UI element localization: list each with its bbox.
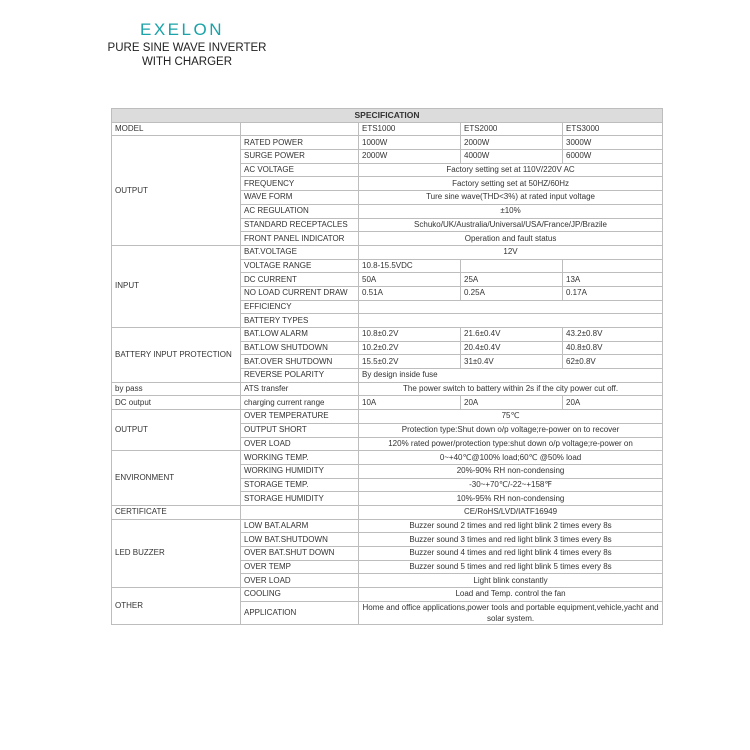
row-label: OVER TEMPERATURE	[241, 410, 359, 424]
row-label: WAVE FORM	[241, 191, 359, 205]
row-label	[241, 122, 359, 136]
cell-value: Factory setting set at 110V/220V AC	[359, 163, 663, 177]
cell-value: 0.17A	[563, 286, 663, 300]
cell-value: Load and Temp. control the fan	[359, 588, 663, 602]
cell-value: 43.2±0.8V	[563, 328, 663, 342]
brand-logo: EXELON	[140, 20, 224, 39]
row-label: COOLING	[241, 588, 359, 602]
row-label: LOW BAT.ALARM	[241, 519, 359, 533]
table-row	[112, 410, 663, 424]
specification-table	[111, 108, 663, 625]
cell-value: 20%-90% RH non-condensing	[359, 464, 663, 478]
cell-value: 40.8±0.8V	[563, 341, 663, 355]
row-label: AC VOLTAGE	[241, 163, 359, 177]
product-title-line2: WITH CHARGER	[141, 56, 233, 68]
cell-value: 31±0.4V	[461, 355, 563, 369]
row-category: ENVIRONMENT	[112, 451, 241, 506]
row-label: RATED POWER	[241, 136, 359, 150]
cell-value: ETS2000	[461, 122, 563, 136]
row-label: BAT.LOW ALARM	[241, 328, 359, 342]
product-title-line1: PURE SINE WAVE INVERTER	[107, 42, 267, 54]
row-label: EFFICIENCY	[241, 300, 359, 314]
row-label: BAT.VOLTAGE	[241, 245, 359, 259]
cell-value: Light blink constantly	[359, 574, 663, 588]
table-title: SPECIFICATION	[112, 109, 663, 123]
cell-value: 1000W	[359, 136, 461, 150]
cell-empty	[359, 300, 663, 314]
cell-value: -30~+70℃/-22~+158℉	[359, 478, 663, 492]
row-label: FREQUENCY	[241, 177, 359, 191]
cell-value: ETS1000	[359, 122, 461, 136]
cell-value: 10%-95% RH non-condensing	[359, 492, 663, 506]
cell-value: 2000W	[359, 150, 461, 164]
cell-value: Buzzer sound 4 times and red light blink 4 times every 8s	[359, 547, 663, 561]
cell-value: 20.4±0.4V	[461, 341, 563, 355]
row-label: OVER LOAD	[241, 574, 359, 588]
cell-empty	[359, 314, 663, 328]
table-row	[112, 122, 663, 136]
row-label: DC CURRENT	[241, 273, 359, 287]
row-category: INPUT	[112, 245, 241, 327]
cell-value: 20A	[461, 396, 563, 410]
cell-empty	[563, 259, 663, 273]
table-row	[112, 396, 663, 410]
row-label: BATTERY TYPES	[241, 314, 359, 328]
row-label: REVERSE POLARITY	[241, 369, 359, 383]
cell-value: Schuko/UK/Australia/Universal/USA/France/JP/Brazile	[359, 218, 663, 232]
cell-empty	[461, 259, 563, 273]
table-row	[112, 519, 663, 533]
cell-value: Home and office applications,power tools and portable equipment,vehicle,yacht and solar system.	[359, 601, 663, 624]
row-label	[241, 505, 359, 519]
cell-value: ±10%	[359, 204, 663, 218]
cell-value: ETS3000	[563, 122, 663, 136]
row-label: STORAGE TEMP.	[241, 478, 359, 492]
cell-value: 4000W	[461, 150, 563, 164]
row-label: STORAGE HUMIDITY	[241, 492, 359, 506]
cell-value: 12V	[359, 245, 663, 259]
row-label: VOLTAGE RANGE	[241, 259, 359, 273]
cell-value: 21.6±0.4V	[461, 328, 563, 342]
cell-value: Buzzer sound 2 times and red light blink 2 times every 8s	[359, 519, 663, 533]
row-category: CERTIFICATE	[112, 505, 241, 519]
row-category: MODEL	[112, 122, 241, 136]
row-label: SURGE POWER	[241, 150, 359, 164]
cell-value: 10.2±0.2V	[359, 341, 461, 355]
cell-value: Buzzer sound 5 times and red light blink 5 times every 8s	[359, 560, 663, 574]
cell-value: 50A	[359, 273, 461, 287]
row-label: charging current range	[241, 396, 359, 410]
cell-value: 2000W	[461, 136, 563, 150]
cell-value: Buzzer sound 3 times and red light blink 3 times every 8s	[359, 533, 663, 547]
table-row	[112, 588, 663, 602]
table-row	[112, 328, 663, 342]
cell-value: 0.51A	[359, 286, 461, 300]
cell-value: 25A	[461, 273, 563, 287]
cell-value: Ture sine wave(THD<3%) at rated input voltage	[359, 191, 663, 205]
row-label: STANDARD RECEPTACLES	[241, 218, 359, 232]
row-category: OUTPUT	[112, 136, 241, 246]
row-label: NO LOAD CURRENT DRAW	[241, 286, 359, 300]
cell-value: CE/RoHS/LVD/IATF16949	[359, 505, 663, 519]
row-category: DC output	[112, 396, 241, 410]
cell-value: 6000W	[563, 150, 663, 164]
row-label: OUTPUT SHORT	[241, 423, 359, 437]
table-row	[112, 136, 663, 150]
table-header-row	[112, 109, 663, 123]
cell-value: 15.5±0.2V	[359, 355, 461, 369]
row-label: BAT.LOW SHUTDOWN	[241, 341, 359, 355]
cell-value: 75℃	[359, 410, 663, 424]
row-label: ATS transfer	[241, 382, 359, 396]
row-category: OTHER	[112, 588, 241, 625]
cell-value: 10A	[359, 396, 461, 410]
table-row	[112, 505, 663, 519]
row-label: AC REGULATION	[241, 204, 359, 218]
cell-value: 0~+40℃@100% load;60℃ @50% load	[359, 451, 663, 465]
cell-value: 0.25A	[461, 286, 563, 300]
cell-value: 13A	[563, 273, 663, 287]
cell-value: The power switch to battery within 2s if the city power cut off.	[359, 382, 663, 396]
row-label: WORKING HUMIDITY	[241, 464, 359, 478]
table-row	[112, 451, 663, 465]
table-row	[112, 382, 663, 396]
cell-value: 10.8±0.2V	[359, 328, 461, 342]
cell-value: 3000W	[563, 136, 663, 150]
cell-value: 120% rated power/protection type:shut down o/p voltage;re-power on	[359, 437, 663, 451]
row-label: APPLICATION	[241, 601, 359, 624]
cell-value: Factory setting set at 50HZ/60Hz	[359, 177, 663, 191]
table-row	[112, 245, 663, 259]
cell-value: 20A	[563, 396, 663, 410]
row-label: OVER BAT.SHUT DOWN	[241, 547, 359, 561]
row-category: BATTERY INPUT PROTECTION	[112, 328, 241, 383]
cell-value: Protection type:Shut down o/p voltage;re-power on to recover	[359, 423, 663, 437]
product-title	[104, 41, 270, 69]
row-label: OVER TEMP	[241, 560, 359, 574]
row-label: FRONT PANEL INDICATOR	[241, 232, 359, 246]
row-label: OVER LOAD	[241, 437, 359, 451]
cell-value: By design inside fuse	[359, 369, 663, 383]
cell-value: Operation and fault status	[359, 232, 663, 246]
row-category: LED BUZZER	[112, 519, 241, 587]
cell-value: 10.8-15.5VDC	[359, 259, 461, 273]
row-label: LOW BAT.SHUTDOWN	[241, 533, 359, 547]
row-label: WORKING TEMP.	[241, 451, 359, 465]
row-category: by pass	[112, 382, 241, 396]
row-category: OUTPUT	[112, 410, 241, 451]
row-label: BAT.OVER SHUTDOWN	[241, 355, 359, 369]
cell-value: 62±0.8V	[563, 355, 663, 369]
